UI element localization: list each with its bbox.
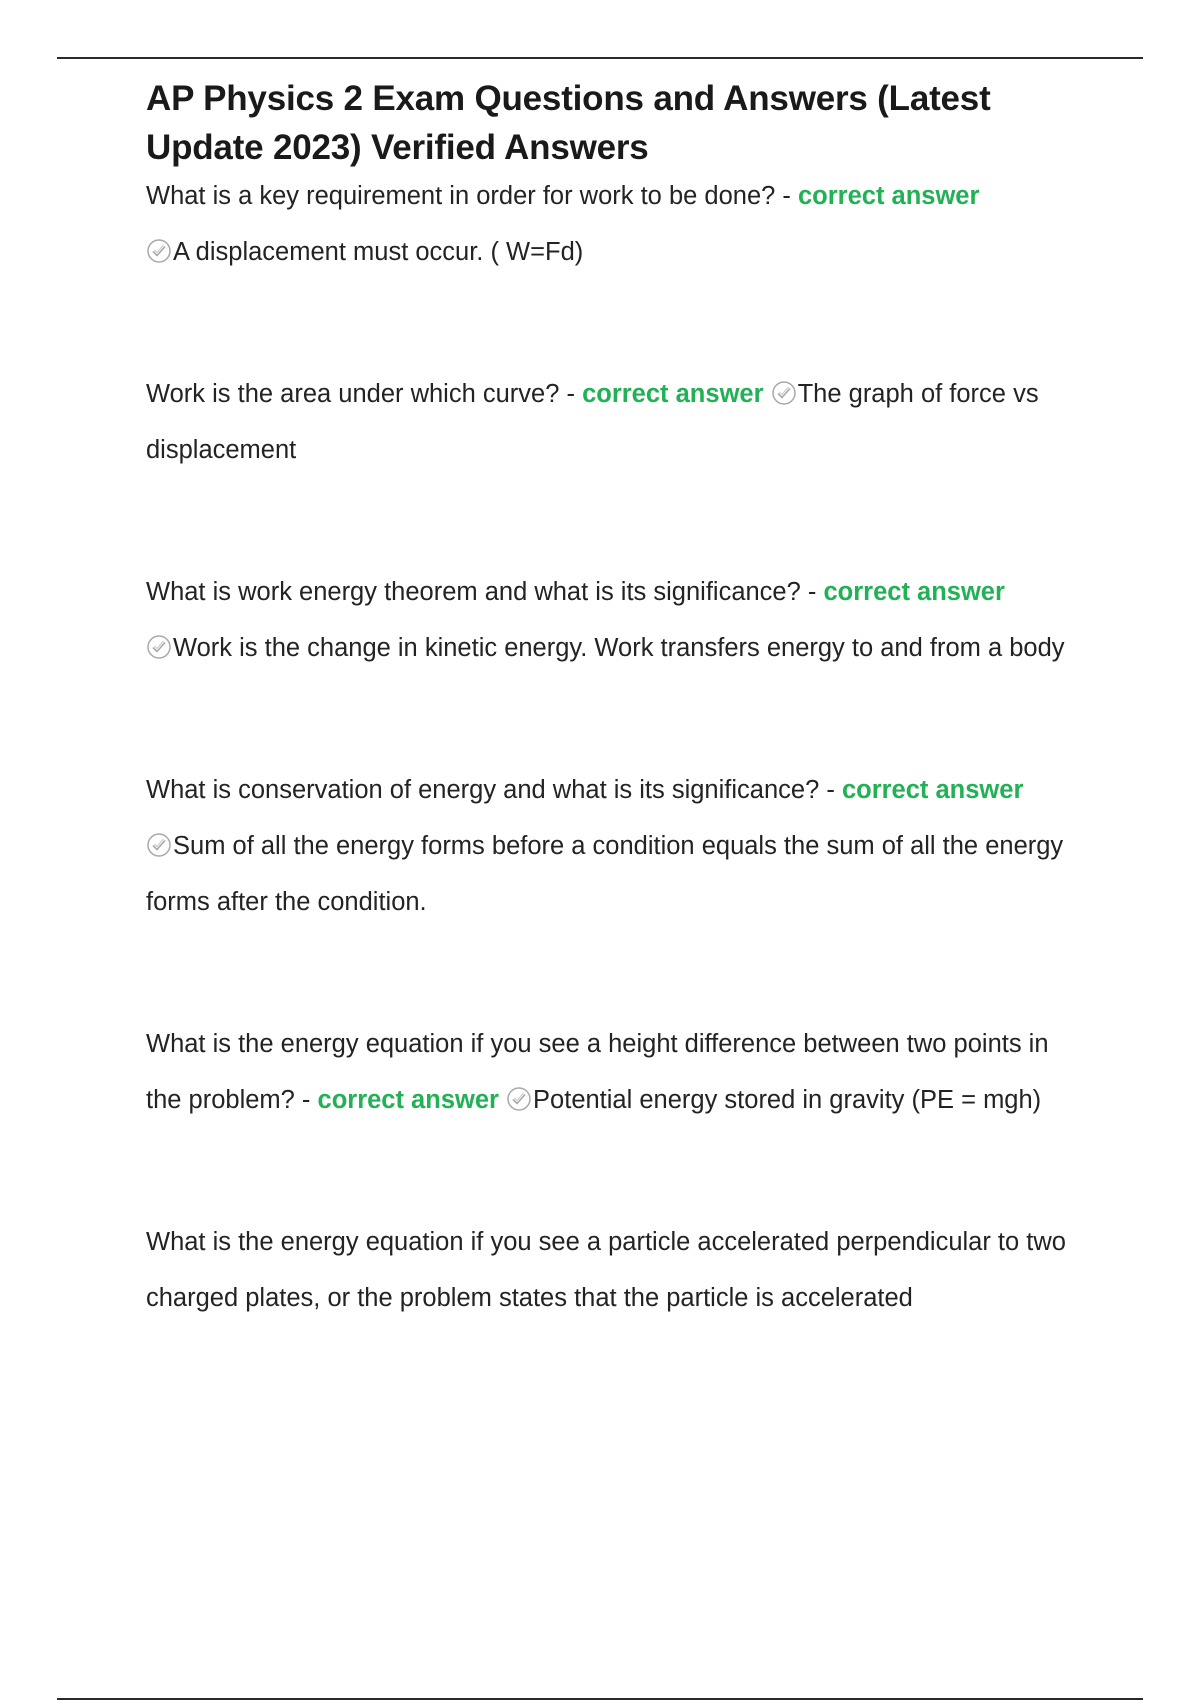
correct-answer-label: correct answer bbox=[823, 578, 1005, 606]
qa-item-6 bbox=[146, 1214, 1086, 1326]
check-circle-icon bbox=[506, 1086, 532, 1112]
qa-item-2 bbox=[146, 366, 1086, 478]
qa-item-4 bbox=[146, 762, 1086, 930]
document-title: AP Physics 2 Exam Questions and Answers (Latest Update 2023) Verified Answers bbox=[146, 79, 991, 167]
question-text: What is the energy equation if you see a height difference between two points in the problem? bbox=[146, 1030, 1049, 1114]
question-text: What is the energy equation if you see a particle accelerated perpendicular to two charged plates, or the problem states that the particle is accelerated bbox=[146, 1228, 1066, 1312]
question-text: What is conservation of energy and what is its significance? bbox=[146, 776, 820, 804]
answer-text: The graph of force vs displacement bbox=[146, 380, 1039, 464]
question-text: What is work energy theorem and what is its significance? bbox=[146, 578, 801, 606]
check-circle-icon bbox=[771, 380, 797, 406]
check-circle-icon bbox=[146, 238, 172, 264]
check-circle-icon bbox=[146, 634, 172, 660]
answer-text: Work is the change in kinetic energy. Work transfers energy to and from a body bbox=[173, 634, 1065, 662]
separator: - bbox=[559, 380, 583, 408]
answer-text: Sum of all the energy forms before a condition equals the sum of all the energy forms after the condition. bbox=[146, 832, 1064, 916]
answer-text: A displacement must occur. ( W=Fd) bbox=[173, 238, 584, 266]
question-text: What is a key requirement in order for work to be done? bbox=[146, 182, 776, 210]
qa-item-5 bbox=[146, 1016, 1086, 1128]
correct-answer-label: correct answer bbox=[582, 380, 764, 408]
correct-answer-label: correct answer bbox=[797, 182, 980, 210]
correct-answer-label: correct answer bbox=[841, 776, 1024, 804]
answer-text: Potential energy stored in gravity (PE = mgh) bbox=[533, 1086, 1042, 1114]
qa-item-3 bbox=[146, 564, 1086, 676]
check-circle-icon bbox=[146, 832, 172, 858]
separator: - bbox=[800, 578, 824, 606]
qa-item-1 bbox=[146, 168, 1086, 280]
separator: - bbox=[775, 182, 798, 210]
separator: - bbox=[294, 1086, 318, 1114]
separator: - bbox=[819, 776, 842, 804]
top-rule bbox=[57, 57, 1143, 59]
question-text: Work is the area under which curve? bbox=[146, 380, 560, 408]
document-page bbox=[146, 74, 1086, 1326]
correct-answer-label: correct answer bbox=[317, 1086, 499, 1114]
